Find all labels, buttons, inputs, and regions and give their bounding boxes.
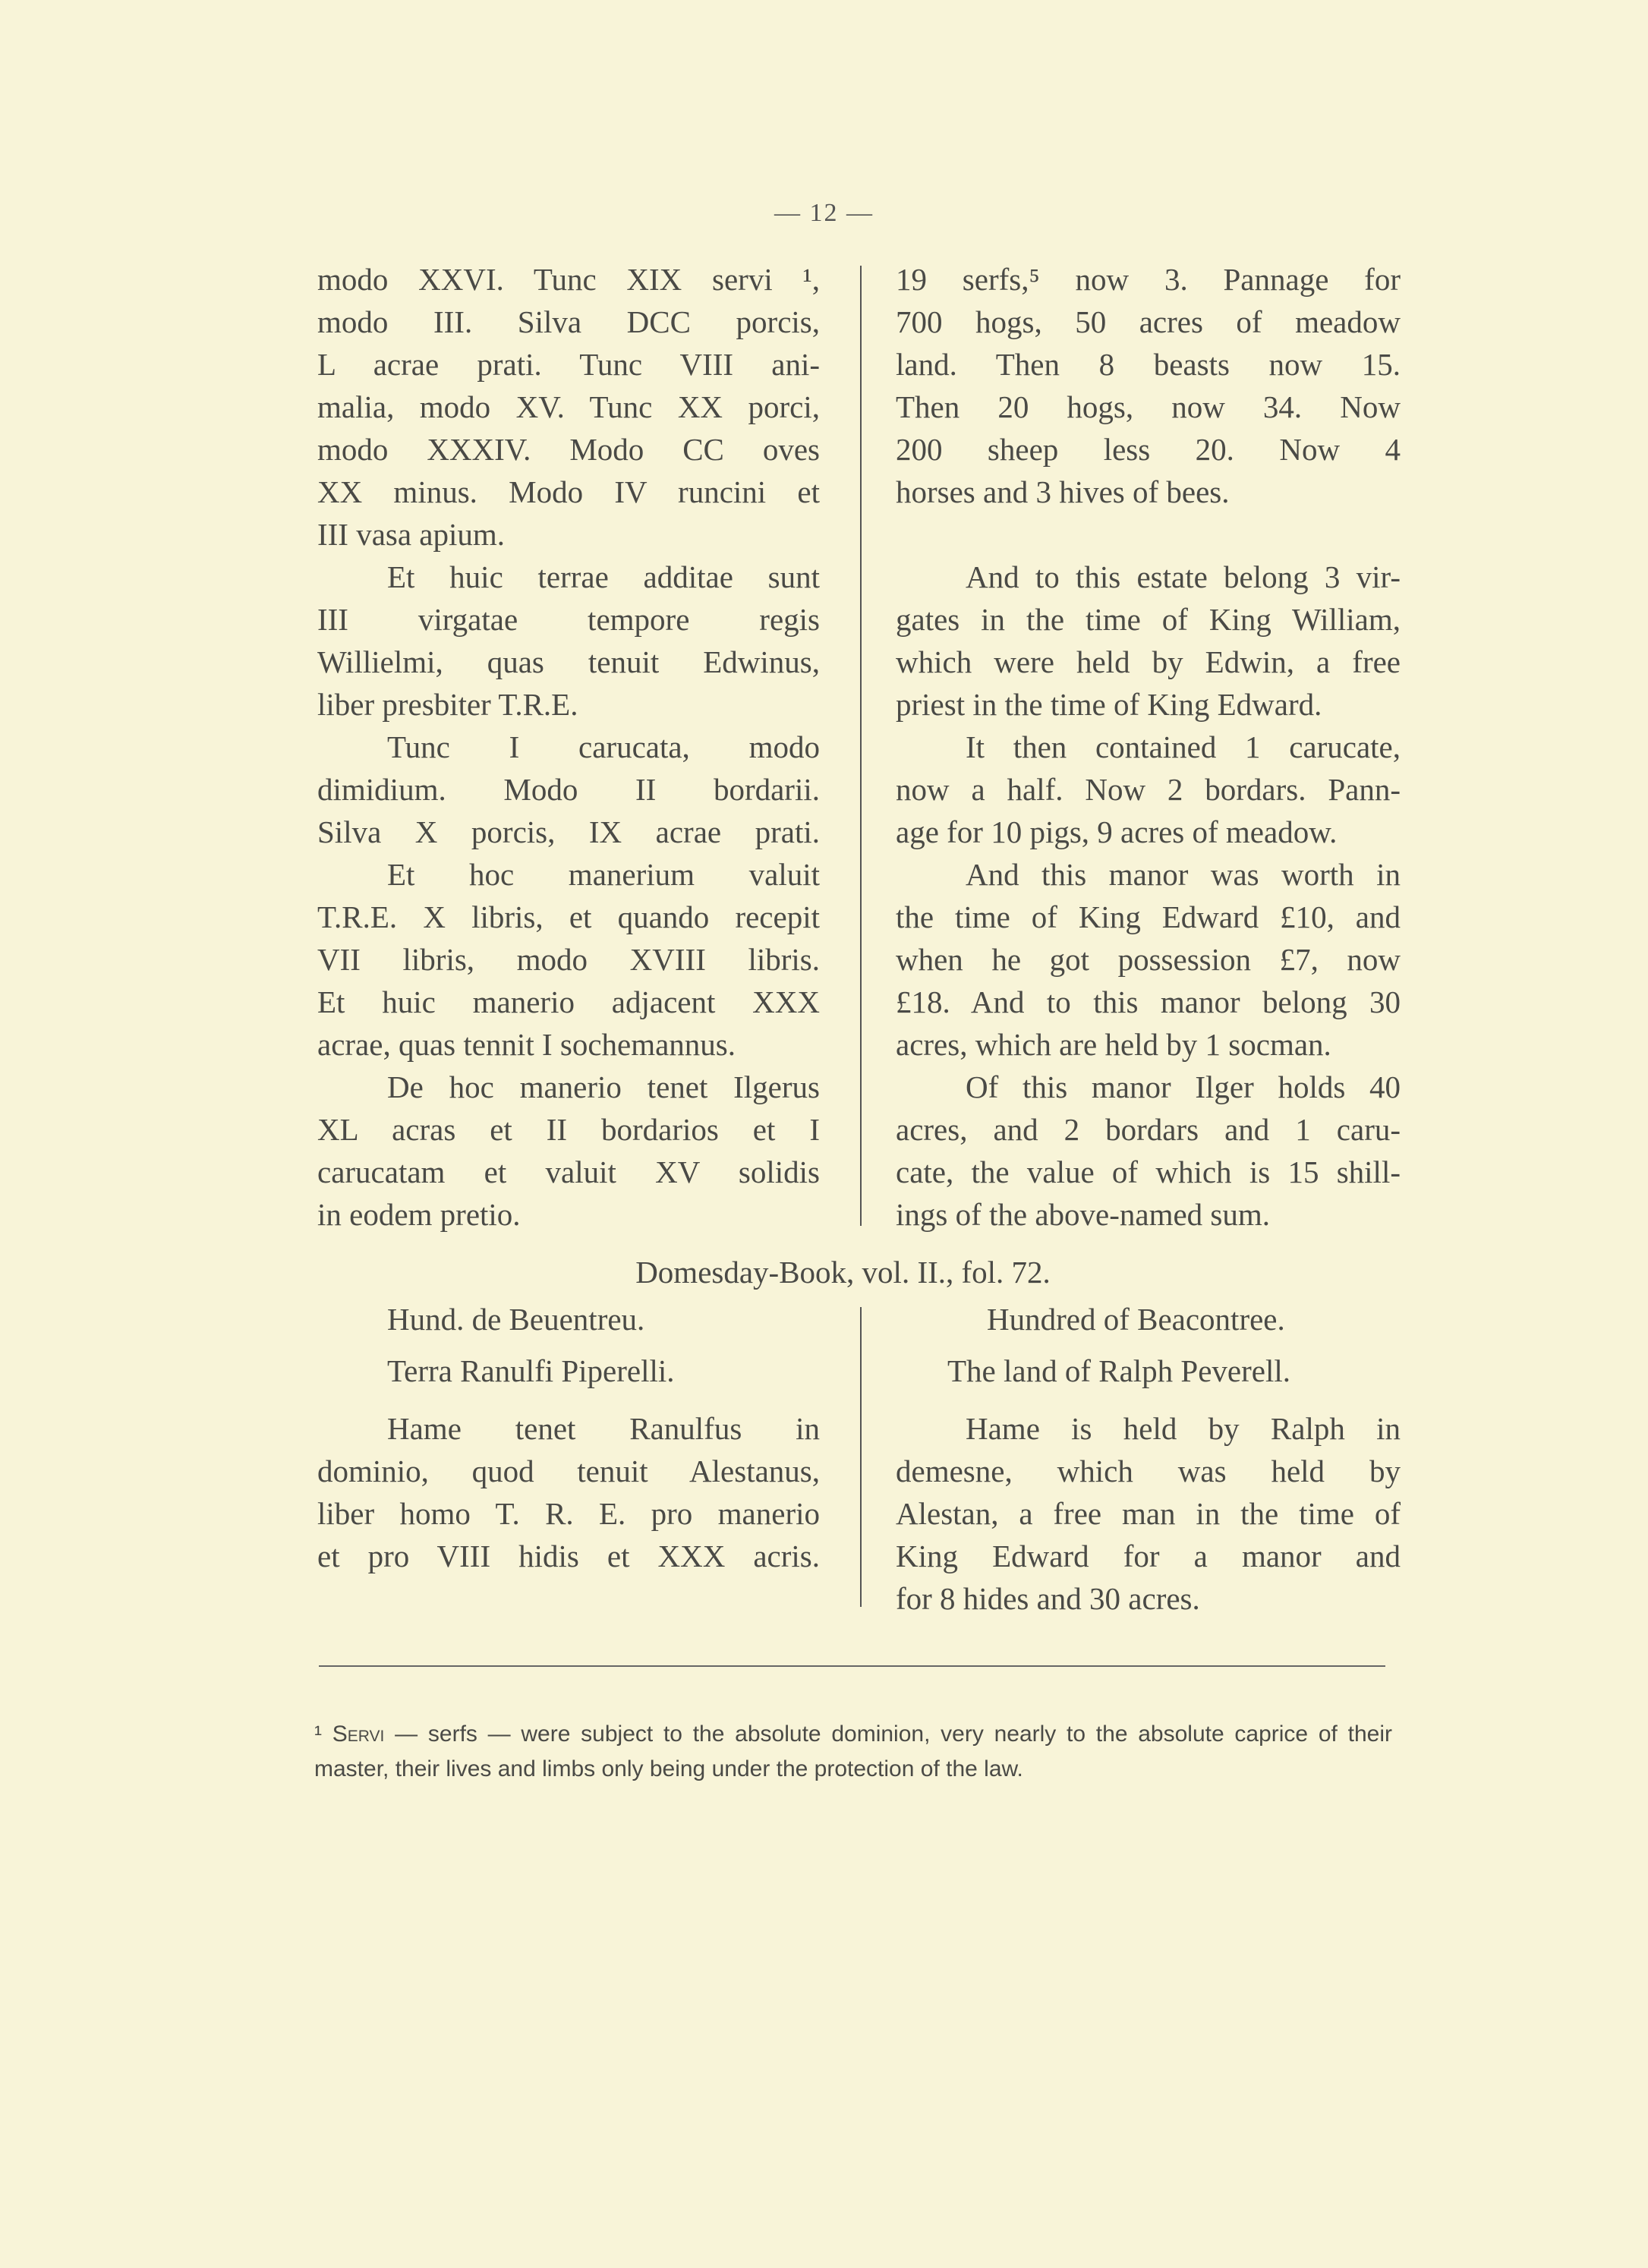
text-line: in eodem pretio. xyxy=(317,1197,521,1232)
footnote-text: — serfs — were subject to the absolute dominion, very nearly to the absolute caprice of their master, their lives and limbs only being under the protection of the law. xyxy=(314,1721,1392,1781)
text-line: acrae, quas tennit I sochemannus. xyxy=(317,1027,736,1062)
footnote-separator xyxy=(319,1665,1385,1667)
text-line: liber homo T. R. E. pro manerio xyxy=(317,1496,820,1531)
footnote-marker: ¹ xyxy=(314,1721,322,1747)
text-line: King Edward for a manor and xyxy=(896,1539,1401,1573)
page-number: — 12 — xyxy=(774,199,874,227)
text-line: dimidium. Modo II bordarii. xyxy=(317,772,820,807)
text-line: L acrae prati. Tunc VIII ani- xyxy=(317,347,820,382)
text-line: And this manor was worth in xyxy=(966,857,1401,892)
text-line: gates in the time of King William, xyxy=(896,602,1401,637)
text-line: 19 serfs,⁵ now 3. Pannage for xyxy=(896,262,1401,297)
english-column-bottom xyxy=(896,1298,1401,1620)
text-line: for 8 hides and 30 acres. xyxy=(896,1581,1200,1616)
text-line: modo III. Silva DCC porcis, xyxy=(317,304,820,339)
text-line: dominio, quod tenuit Alestanus, xyxy=(317,1454,820,1488)
text-line: ings of the above-named sum. xyxy=(896,1197,1271,1232)
hundred-heading: Hundred of Beacontree. xyxy=(987,1302,1285,1337)
text-line: now a half. Now 2 bordars. Pann- xyxy=(896,772,1401,807)
text-line: 200 sheep less 20. Now 4 xyxy=(896,432,1401,467)
text-line: acres, and 2 bordars and 1 caru- xyxy=(896,1112,1401,1147)
column-divider xyxy=(860,1307,862,1607)
text-line: Silva X porcis, IX acrae prati. xyxy=(317,814,820,849)
text-line: Et hoc manerium valuit xyxy=(387,857,820,892)
text-line: III vasa apium. xyxy=(317,517,506,552)
text-line: De hoc manerio tenet Ilgerus xyxy=(387,1069,820,1104)
footnote xyxy=(314,1717,1392,1787)
footnote-term: Servi xyxy=(332,1721,385,1747)
text-line: demesne, which was held by xyxy=(896,1454,1401,1488)
text-line: 700 hogs, 50 acres of meadow xyxy=(896,304,1401,339)
text-line: modo XXXIV. Modo CC oves xyxy=(317,432,820,467)
source-citation: Domesday-Book, vol. II., fol. 72. xyxy=(635,1255,1051,1290)
text-line: VII libris, modo XVIII libris. xyxy=(317,942,820,977)
text-line: when he got possession £7, now xyxy=(896,942,1401,977)
text-line: carucatam et valuit XV solidis xyxy=(317,1154,820,1189)
text-line: Willielmi, quas tenuit Edwinus, xyxy=(317,644,820,679)
english-column-top xyxy=(896,258,1401,1236)
column-divider xyxy=(860,266,862,1226)
text-line: III virgatae tempore regis xyxy=(317,602,820,637)
text-line: age for 10 pigs, 9 acres of meadow. xyxy=(896,814,1338,849)
text-line: Tunc I carucata, modo xyxy=(387,729,820,764)
land-heading: The land of Ralph Peverell. xyxy=(947,1353,1291,1388)
text-line: horses and 3 hives of bees. xyxy=(896,474,1230,509)
hundred-heading: Hund. de Beuentreu. xyxy=(387,1302,645,1337)
text-line: Of this manor Ilger holds 40 xyxy=(966,1069,1401,1104)
text-line: Then 20 hogs, now 34. Now xyxy=(896,389,1401,424)
text-line: cate, the value of which is 15 shill- xyxy=(896,1154,1401,1189)
text-line: priest in the time of King Edward. xyxy=(896,687,1322,722)
text-line: modo XXVI. Tunc XIX servi ¹, xyxy=(317,262,820,297)
text-line: T.R.E. X libris, et quando recepit xyxy=(317,899,820,934)
text-line: land. Then 8 beasts now 15. xyxy=(896,347,1401,382)
text-line: which were held by Edwin, a free xyxy=(896,644,1401,679)
text-line: Alestan, a free man in the time of xyxy=(896,1496,1401,1531)
latin-column-top xyxy=(317,258,820,1236)
text-line: malia, modo XV. Tunc XX porci, xyxy=(317,389,820,424)
text-line: Et huic manerio adjacent XXX xyxy=(317,984,820,1019)
text-line: et pro VIII hidis et XXX acris. xyxy=(317,1539,820,1573)
text-line: Hame is held by Ralph in xyxy=(966,1411,1401,1446)
text-line: XX minus. Modo IV runcini et xyxy=(317,474,820,509)
text-line: Et huic terrae additae sunt xyxy=(387,559,820,594)
text-line: £18. And to this manor belong 30 xyxy=(896,984,1401,1019)
text-line: the time of King Edward £10, and xyxy=(896,899,1401,934)
latin-column-bottom xyxy=(317,1298,820,1577)
land-heading: Terra Ranulfi Piperelli. xyxy=(387,1353,675,1388)
text-line: acres, which are held by 1 socman. xyxy=(896,1027,1331,1062)
text-line: And to this estate belong 3 vir- xyxy=(966,559,1401,594)
text-line: It then contained 1 carucate, xyxy=(966,729,1401,764)
text-line: liber presbiter T.R.E. xyxy=(317,687,578,722)
text-line: XL acras et II bordarios et I xyxy=(317,1112,820,1147)
text-line: Hame tenet Ranulfus in xyxy=(387,1411,820,1446)
